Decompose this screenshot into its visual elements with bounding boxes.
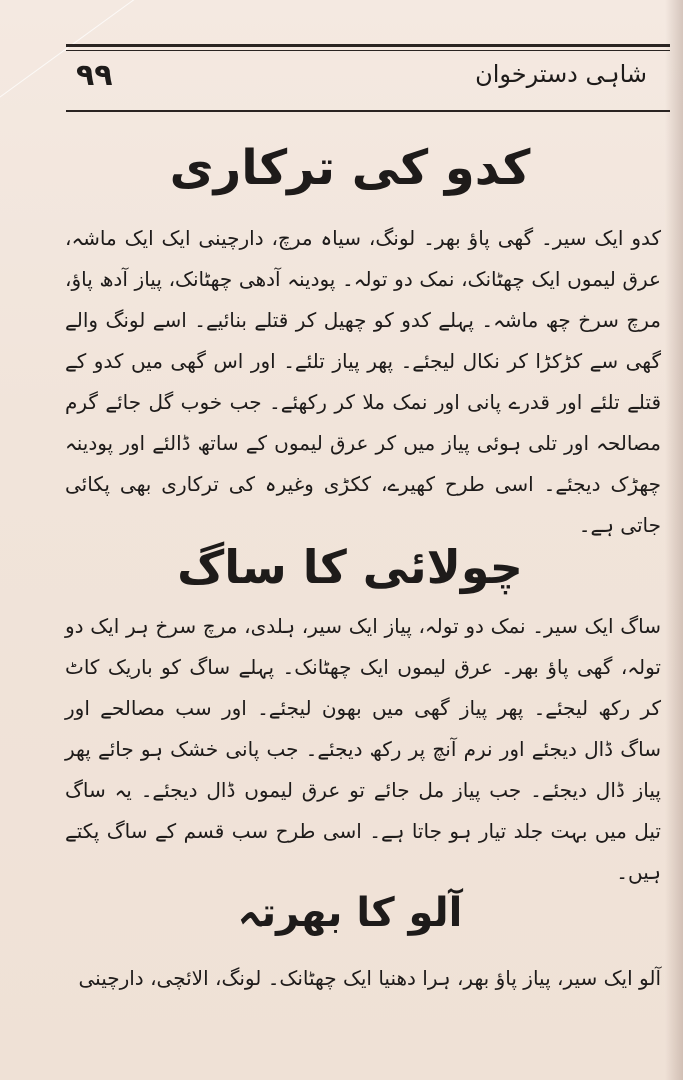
- header-rule-thin: [66, 50, 670, 51]
- page-number: ۹۹: [76, 58, 113, 93]
- page-edge-shadow: [665, 0, 683, 1080]
- header-rule-bottom: [66, 110, 670, 112]
- recipe-title-saag: چولائی کا ساگ: [177, 540, 523, 594]
- recipe-title-aloo: آلو کا بھرتہ: [237, 890, 463, 936]
- recipe-text: ساگ ایک سیر۔ نمک دو تولہ، پیاز ایک سیر، ہلدی، مرچ سرخ ہر ایک دو تولہ، گھی پاؤ بھر۔ عرق لیموں ایک چھٹانک۔ پہلے ساگ کو باریک کاٹ کر رکھ لیجئے۔ پھر پیاز گھی میں بھون لیجئے۔ اور سب مصالحے اور ساگ ڈال دیجئے اور نرم آنچ پر رکھ دیجئے۔ جب پانی خشک ہو جائے پھر پیاز ڈال دیجئے۔ جب پیاز مل جائے تو عرق لیموں ڈال دیجئے۔ یہ ساگ تیل میں بہت جلد تیار ہو جاتا ہے۔ اسی طرح سب قسم کے ساگ پکتے ہیں۔: [65, 614, 661, 884]
- recipe-body-kaddu: [65, 218, 661, 546]
- recipe-text: کدو ایک سیر۔ گھی پاؤ بھر۔ لونگ، سیاہ مرچ، دارچینی ایک ایک ماشہ، عرق لیموں ایک چھٹانک، نمک دو تولہ۔ پودینہ آدھی چھٹانک، پیاز آدھ پاؤ، مرچ سرخ چھ ماشہ۔ پہلے کدو کو چھیل کر قتلے بنائیے۔ اسے لونگ والے گھی سے کڑکڑا کر نکال لیجئے۔ پھر پیاز تلئے۔ اور اس گھی میں کدو کے قتلے تلئے اور قدرے پانی اور نمک ملا کر رکھئے۔ جب خوب گل جائے گرم مصالحہ اور تلی ہوئی پیاز میں کر عرق لیموں کے ساتھ ڈالئے اور پودینہ چھڑک دیجئے۔ اسی طرح کھیرے، ککڑی وغیرہ کی ترکاری بھی پکائی جاتی ہے۔: [65, 226, 661, 537]
- recipe-body-aloo: [65, 958, 661, 999]
- recipe-body-saag: [65, 606, 661, 893]
- header-rule-thick: [66, 44, 670, 47]
- running-header-title: شاہی دسترخوان: [475, 60, 647, 88]
- paper-crease: [0, 0, 280, 141]
- recipe-text: آلو ایک سیر، پیاز پاؤ بھر، ہرا دھنیا ایک چھٹانک۔ لونگ، الائچی، دارچینی: [78, 966, 661, 990]
- recipe-title-kaddu: کدو کی ترکاری: [169, 140, 531, 196]
